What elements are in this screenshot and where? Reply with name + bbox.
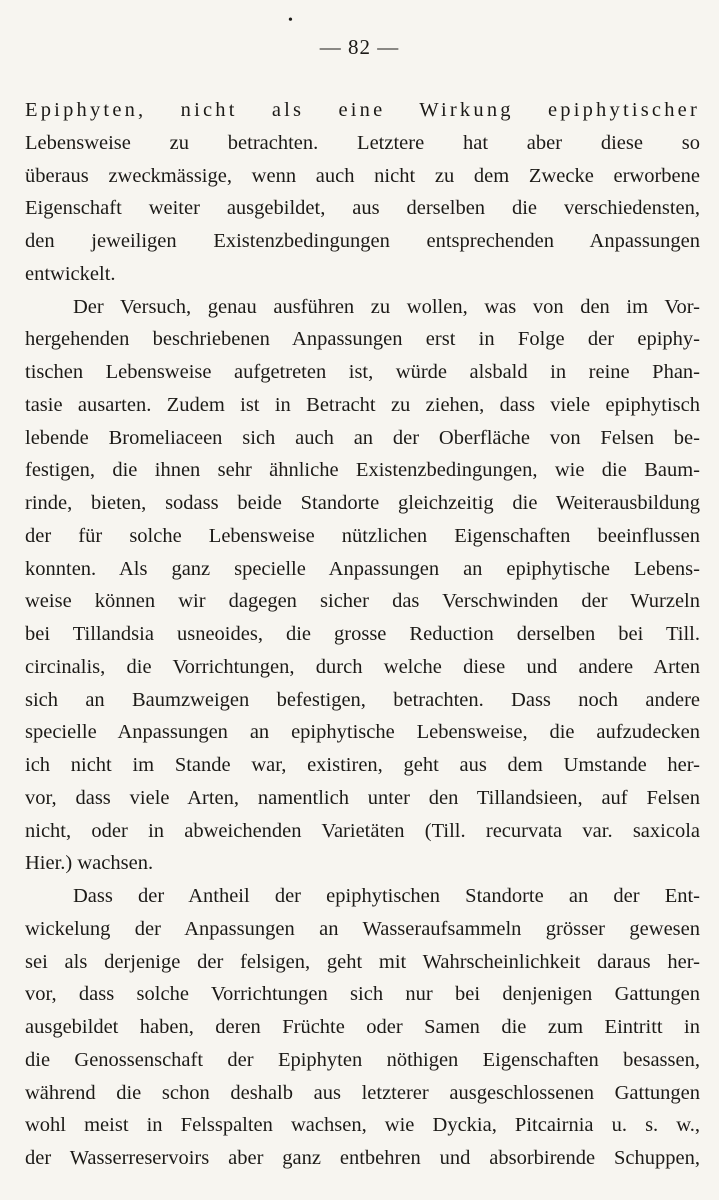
text-line: ausgebildet haben, deren Früchte oder Samen die zum Eintritt in (25, 1016, 700, 1038)
text-line: der Wasserreservoirs aber ganz entbehren und absorbirende Schuppen, (25, 1147, 700, 1169)
text-line: Der Versuch, genau ausführen zu wollen, was von den im Vor- (73, 295, 700, 318)
text-line: lebende Bromeliaceen sich auch an der Oberfläche von Felsen be- (25, 426, 700, 449)
text-line: vor, dass viele Arten, namentlich unter den Tillandsieen, auf Felsen (25, 786, 700, 809)
text-line: wohl meist in Felsspalten wachsen, wie Dyckia, Pitcairnia u. s. w., (25, 1114, 700, 1137)
text-line: konnten. Als ganz specielle Anpassungen an epiphytische Lebens- (25, 557, 700, 580)
text-line: circinalis, die Vorrichtungen, durch welche diese und andere Arten (25, 655, 700, 678)
page-mark: • (288, 13, 293, 28)
text-line: Lebensweise zu betrachten. Letztere hat aber diese so (25, 131, 700, 154)
text-line: Epiphyten, nicht als eine Wirkung epiphytischer (25, 99, 700, 121)
text-line: nicht, oder in abweichenden Varietäten (Till. recurvata var. saxicola (25, 819, 700, 842)
body-text (25, 94, 700, 1175)
text-line: Hier.) wachsen. (25, 852, 154, 875)
text-line: sei als derjenige der felsigen, geht mit Wahrscheinlichkeit daraus her- (25, 950, 700, 973)
text-line: weise können wir dagegen sicher das Verschwinden der Wurzeln (25, 590, 700, 613)
text-line: der für solche Lebensweise nützlichen Eigenschaften beeinflussen (25, 524, 700, 547)
text-line: den jeweiligen Existenzbedingungen entsprechenden Anpassungen (25, 230, 700, 252)
text-line: festigen, die ihnen sehr ähnliche Existenzbedingungen, wie die Baum- (25, 459, 700, 482)
text-line: specielle Anpassungen an epiphytische Lebensweise, die aufzudecken (25, 721, 700, 744)
text-line: tischen Lebensweise aufgetreten ist, würde alsbald in reine Phan- (25, 361, 700, 383)
paragraph (25, 291, 700, 881)
text-line: entwickelt. (25, 262, 116, 285)
paragraph (25, 880, 700, 1175)
text-line: rinde, bieten, sodass beide Standorte gleichzeitig die Weiterausbildung (25, 492, 700, 514)
text-line: ich nicht im Stande war, existiren, geht aus dem Umstande her- (25, 754, 700, 776)
text-line: bei Tillandsia usneoides, die grosse Reduction derselben bei Till. (25, 623, 700, 645)
text-line: sich an Baumzweigen befestigen, betrachten. Dass noch andere (25, 688, 700, 711)
text-line: überaus zweckmässige, wenn auch nicht zu dem Zwecke erworbene (25, 164, 700, 187)
page-number: — 82 — (319, 35, 400, 59)
text-line: Dass der Antheil der epiphytischen Standorte an der Ent- (73, 885, 700, 907)
text-line: tasie ausarten. Zudem ist in Betracht zu ziehen, dass viele epiphytisch (25, 393, 700, 416)
text-line: Eigenschaft weiter ausgebildet, aus derselben die verschiedensten, (25, 197, 700, 220)
text-line: hergehenden beschriebenen Anpassungen erst in Folge der epiphy- (25, 328, 700, 351)
text-line: während die schon deshalb aus letzterer ausgeschlossenen Gattungen (25, 1081, 700, 1104)
text-line: die Genossenschaft der Epiphyten nöthigen Eigenschaften besassen, (25, 1048, 700, 1071)
paragraph (25, 94, 700, 291)
text-line: vor, dass solche Vorrichtungen sich nur bei denjenigen Gattungen (25, 983, 700, 1006)
text-line: wickelung der Anpassungen an Wasseraufsammeln grösser gewesen (25, 917, 700, 940)
